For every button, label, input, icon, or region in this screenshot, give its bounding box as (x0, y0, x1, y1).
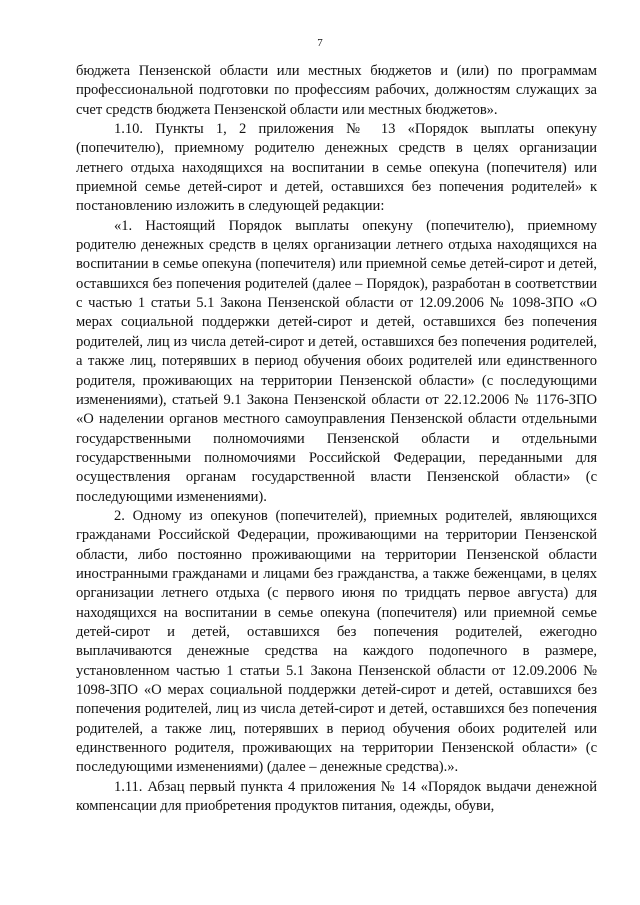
paragraph-new-item-2: 2. Одному из опекунов (попечителей), приемных родителей, являющихся гражданами Российской Федерации, проживающими на территории Пензенской области, либо постоянно проживающими на территории Пензенской области иностранными гражданами и лицами без гражданства, а также беженцами, в целях организации летнего отдыха (с первого июня по тридцать первое августа) для находящихся на воспитании в семье опекуна (попечителя) или приемной семье детей-сирот и детей, оставшихся без попечения родителей, ежегодно выплачиваются денежные средства на каждого подопечного в размере, установленном частью 1 статьи 5.1 Закона Пензенской области от 12.09.2006 № 1098-ЗПО «О мерах социальной поддержки детей-сирот и детей, оставшихся без попечения родителей, лиц из числа детей-сирот и детей, оставшихся без попечения родителей, а также лиц, потерявших в период обучения обоих родителей или единственного родителя, проживающих на территории Пензенской области» (с последующими изменениями) (далее – денежные средства).». (76, 507, 597, 776)
document-body (76, 62, 597, 816)
page-number: 7 (317, 37, 323, 49)
paragraph-new-item-1: «1. Настоящий Порядок выплаты опекуну (попечителю), приемному родителю денежных средств в целях организации летнего отдыха находящихся на воспитании в семье опекуна (попечителя) или приемной семье детей-сирот и детей, оставшихся без попечения родителей (далее – Порядок), разработан в соответствии с частью 1 статьи 5.1 Закона Пензенской области от 12.09.2006 № 1098-ЗПО «О мерах социальной поддержки детей-сирот и детей, оставшихся без попечения родителей, лиц из числа детей-сирот и детей, оставшихся без попечения родителей, а также лиц, потерявших в период обучения обоих родителей или единственного родителя, проживающих на территории Пензенской области» (с последующими изменениями), статьей 9.1 Закона Пензенской области от 22.12.2006 № 1176-ЗПО «О наделении органов местного самоуправления Пензенской области отдельными государственными полномочиями Пензенской области и отдельными государственными полномочиями Российской Федерации, переданными для осуществления органам государственной власти Пензенской области» (с последующими изменениями). (76, 217, 597, 505)
paragraph-continuation: бюджета Пензенской области или местных бюджетов и (или) по программам профессиональной подготовки по профессиям рабочих, должностям служащих за счет средств бюджета Пензенской области или местных бюджетов». (76, 63, 597, 118)
paragraph-item-1-10: 1.10. Пункты 1, 2 приложения № 13 «Порядок выплаты опекуну (попечителю), приемному родителю денежных средств в целях организации летнего отдыха находящихся на воспитании в семье опекуна (попечителя) или приемной семье детей-сирот и детей, оставшихся без попечения родителей» к постановлению изложить в следующей редакции: (76, 121, 597, 215)
paragraph-item-1-11: 1.11. Абзац первый пункта 4 приложения № 14 «Порядок выдачи денежной компенсации для приобретения продуктов питания, одежды, обуви, (76, 778, 597, 815)
